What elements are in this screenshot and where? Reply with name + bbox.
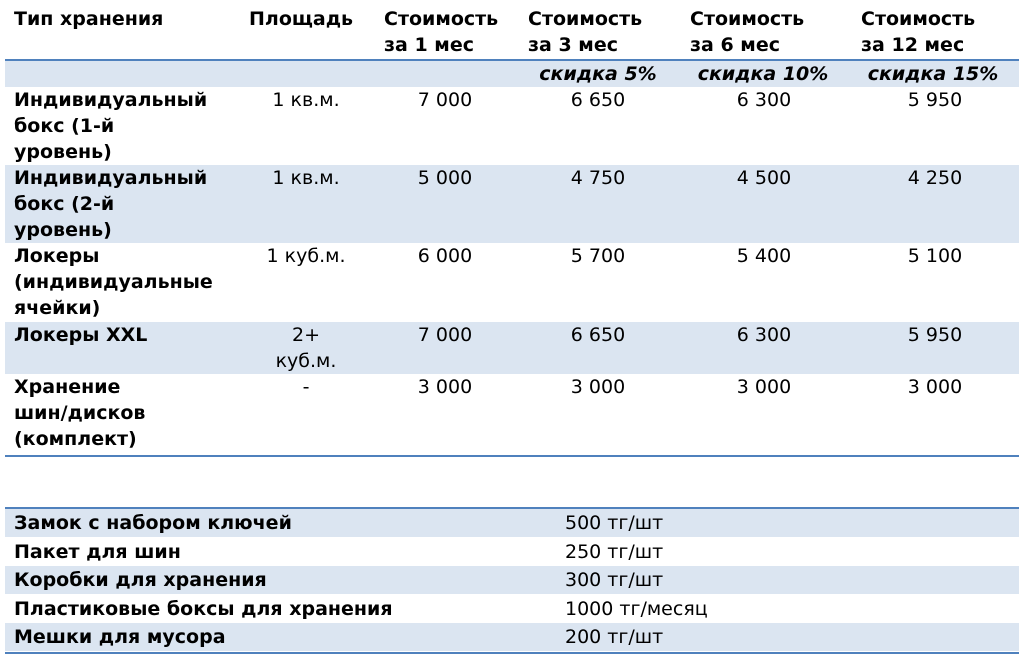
cell-area: [243, 322, 369, 374]
storage-type-line: шин/дисков: [14, 402, 146, 424]
cell-price-m1: 6 000: [417, 245, 473, 267]
area-line: -: [302, 376, 310, 398]
cell-price-m12: 4 250: [907, 167, 963, 189]
cell-price-m1: 7 000: [417, 89, 473, 111]
cell-storage-type: [14, 87, 239, 165]
cell-storage-type: [14, 322, 239, 348]
cell-price-m3: 5 700: [570, 245, 626, 267]
storage-type-line: Хранение: [14, 376, 121, 398]
cell-price-m3: 4 750: [570, 167, 626, 189]
header-price-3-months: Стоимость за 3 мес: [528, 8, 643, 56]
cell-price-m12: 5 950: [907, 324, 963, 346]
area-line: 2+: [291, 324, 320, 346]
storage-type-line: уровень): [14, 141, 112, 163]
extras-bottom-divider: [5, 652, 1019, 654]
cell-area: [243, 374, 369, 400]
cell-area: [243, 165, 369, 191]
cell-area: [243, 243, 369, 269]
cell-price-m12: 3 000: [907, 376, 963, 398]
area-line: 1 куб.м.: [266, 245, 346, 267]
header-area: Площадь: [249, 8, 354, 30]
cell-price-m6: 3 000: [736, 376, 792, 398]
cell-storage-type: [14, 165, 239, 243]
extras-item-name: Замок с набором ключей: [14, 512, 292, 534]
cell-price-m6: 5 400: [736, 245, 792, 267]
header-price-12-months: Стоимость за 12 мес: [861, 8, 976, 56]
area-line: 1 кв.м.: [272, 167, 340, 189]
storage-type-line: Индивидуальный: [14, 89, 208, 111]
cell-price-m1: 3 000: [417, 376, 473, 398]
cell-price-m12: 5 100: [907, 245, 963, 267]
cell-storage-type: [14, 243, 239, 321]
discount-6-months: скидка 10%: [697, 63, 829, 85]
storage-type-line: (индивидуальные: [14, 271, 213, 293]
cell-price-m6: 6 300: [736, 89, 792, 111]
cell-price-m12: 5 950: [907, 89, 963, 111]
area-line: 1 кв.м.: [272, 89, 340, 111]
storage-type-line: бокс (2-й: [14, 193, 115, 215]
storage-type-line: (комплект): [14, 428, 137, 450]
extras-item-price: 1000 тг/месяц: [565, 598, 708, 620]
storage-type-line: уровень): [14, 219, 112, 241]
cell-storage-type: [14, 374, 239, 452]
extras-item-price: 200 тг/шт: [565, 626, 664, 648]
extras-item-name: Мешки для мусора: [14, 626, 226, 648]
storage-type-line: ячейки): [14, 297, 101, 319]
cell-price-m1: 7 000: [417, 324, 473, 346]
extras-item-price: 250 тг/шт: [565, 541, 664, 563]
discount-3-months: скидка 5%: [539, 63, 657, 85]
cell-price-m3: 6 650: [570, 324, 626, 346]
cell-area: [243, 87, 369, 113]
header-price-1-month: Стоимость за 1 мес: [384, 8, 499, 56]
cell-price-m6: 6 300: [736, 324, 792, 346]
storage-type-line: Локеры: [14, 245, 100, 267]
header-price-6-months: Стоимость за 6 мес: [690, 8, 805, 56]
extras-item-name: Коробки для хранения: [14, 569, 267, 591]
extras-item-price: 500 тг/шт: [565, 512, 664, 534]
extras-item-name: Пластиковые боксы для хранения: [14, 598, 393, 620]
cell-price-m3: 3 000: [570, 376, 626, 398]
discount-12-months: скидка 15%: [867, 63, 999, 85]
extras-item-name: Пакет для шин: [14, 541, 181, 563]
cell-price-m1: 5 000: [417, 167, 473, 189]
cell-price-m3: 6 650: [570, 89, 626, 111]
cell-price-m6: 4 500: [736, 167, 792, 189]
extras-item-price: 300 тг/шт: [565, 569, 664, 591]
area-line: куб.м.: [275, 350, 337, 372]
storage-type-line: Локеры XXL: [14, 324, 148, 346]
storage-type-line: Индивидуальный: [14, 167, 208, 189]
storage-type-line: бокс (1-й: [14, 115, 115, 137]
table-bottom-divider: [5, 455, 1019, 457]
header-type: Тип хранения: [14, 8, 164, 30]
